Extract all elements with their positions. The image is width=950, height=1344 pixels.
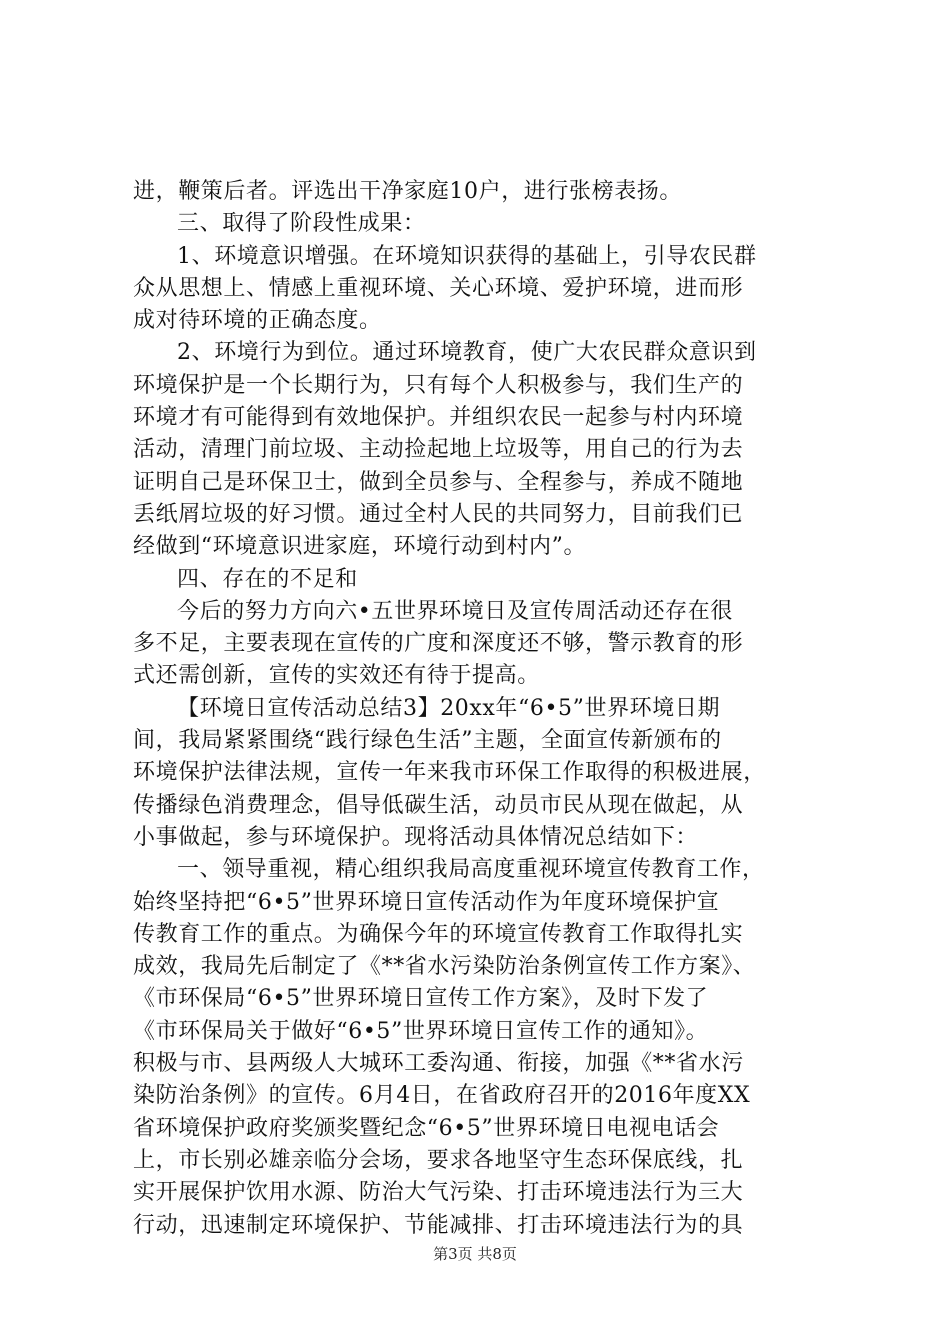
text-line: 积极与市、县两级人大城环工委沟通、衔接，加强《**省水污 [133,1051,744,1077]
text-line: 成效，我局先后制定了《**省水污染防治条例宣传工作方案》、 [133,954,756,980]
text-line: 环境才有可能得到有效地保护。并组织农民一起参与村内环境 [133,405,744,431]
text-line: 证明自己是环保卫士，做到全员参与、全程参与，养成不随地 [133,469,744,495]
document-body [133,176,833,1242]
text-line: 传播绿色消费理念，倡导低碳生活，动员市民从现在做起，从 [133,792,744,818]
text-line: 传教育工作的重点。为确保今年的环境宣传教育工作取得扎实 [133,921,744,947]
text-line: 实开展保护饮用水源、防治大气污染、打击环境违法行为三大 [133,1180,744,1206]
text-line: 省环境保护政府奖颁奖暨纪念“6•5”世界环境日电视电话会 [133,1115,720,1141]
text-line: 小事做起，参与环境保护。现将活动具体情况总结如下： [133,824,699,850]
text-line: 式还需创新，宣传的实效还有待于提高。 [133,663,540,689]
text-line: 成对待环境的正确态度。 [133,308,382,334]
text-line: 进，鞭策后者。评选出干净家庭10户，进行张榜表扬。 [133,179,682,204]
text-line: 始终坚持把“6•5”世界环境日宣传活动作为年度环境保护宣 [133,889,720,915]
text-line: 《市环保局“6•5”世界环境日宣传工作方案》，及时下发了 [133,986,709,1012]
text-line: 染防治条例》的宣传。6月4日，在省政府召开的2016年度XX [133,1083,751,1109]
text-line: 今后的努力方向六•五世界环境日及宣传周活动还存在很 [177,598,733,624]
text-line: 环境保护是一个长期行为，只有每个人积极参与，我们生产的 [133,372,744,398]
text-line: 间，我局紧紧围绕“践行绿色生活”主题，全面宣传新颁布的 [133,728,722,754]
text-line: 《市环保局关于做好“6•5”世界环境日宣传工作的通知》。 [133,1018,709,1044]
section-heading: 三、取得了阶段性成果： [177,211,426,237]
text-line: 丢纸屑垃圾的好习惯。通过全村人民的共同努力，目前我们已 [133,501,744,527]
page-number-footer: 第3页 共8页 [433,1245,517,1263]
text-line: 多不足，主要表现在宣传的广度和深度还不够，警示教育的形 [133,631,744,657]
section-heading: 四、存在的不足和 [177,566,358,592]
text-line: 环境保护法律法规，宣传一年来我市环保工作取得的积极进展， [133,760,766,786]
text-line: 活动，清理门前垃圾、主动捡起地上垃圾等，用自己的行为去 [133,437,744,463]
text-line: 经做到“环境意识进家庭，环境行动到村内”。 [133,534,587,560]
text-line: 众从思想上、情感上重视环境、关心环境、爱护环境，进而形 [133,275,744,301]
text-line: 一、领导重视，精心组织我局高度重视环境宣传教育工作， [177,857,765,883]
text-line: 2、环境行为到位。通过环境教育，使广大农民群众意识到 [177,340,757,366]
text-line: 【环境日宣传活动总结3】20xx年“6•5”世界环境日期 [177,695,721,721]
text-line: 1、环境意识增强。在环境知识获得的基础上，引导农民群 [177,243,757,269]
text-line: 上，市长别必雄亲临分会场，要求各地坚守生态环保底线，扎 [133,1147,744,1173]
text-line: 行动，迅速制定环境保护、节能减排、打击环境违法行为的具 [133,1212,744,1238]
